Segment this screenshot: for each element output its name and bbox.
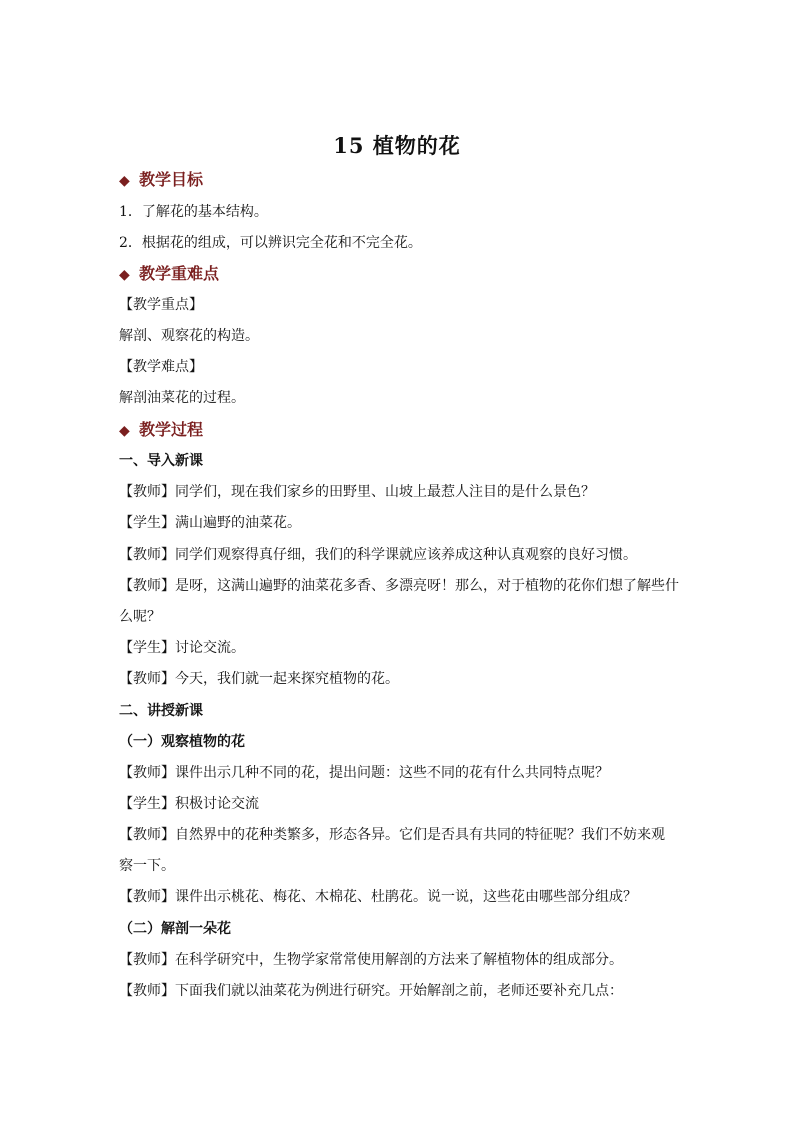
section-heading-key-points xyxy=(119,263,219,286)
heading-label: 教学过程 xyxy=(139,420,204,439)
dialog-line: 【学生】讨论交流。 xyxy=(119,640,245,656)
dialog-line: 察一下。 xyxy=(119,858,175,874)
dialog-line: 么呢？ xyxy=(119,609,161,625)
dialog-line: 【教师】课件出示几种不同的花，提出问题：这些不同的花有什么共同特点呢？ xyxy=(119,765,609,781)
focus-label: 【教学重点】 xyxy=(119,297,203,313)
heading-label: 教学目标 xyxy=(139,170,204,189)
sub2-title: （二）解剖一朵花 xyxy=(119,921,231,937)
difficulty-label: 【教学难点】 xyxy=(119,359,203,375)
dialog-line: 【学生】积极讨论交流 xyxy=(119,796,259,812)
sub1-title: （一）观察植物的花 xyxy=(119,734,245,750)
dialog-line: 【教师】同学们，现在我们家乡的田野里、山坡上最惹人注目的是什么景色？ xyxy=(119,484,595,500)
section-heading-process xyxy=(119,419,203,442)
dialog-line: 【教师】在科学研究中，生物学家常常使用解剖的方法来了解植物体的组成部分。 xyxy=(119,952,623,968)
diamond-bullet-icon: ◆ xyxy=(119,267,130,283)
dialog-line: 【教师】课件出示桃花、梅花、木棉花、杜鹃花。说一说，这些花由哪些部分组成？ xyxy=(119,889,637,905)
diamond-bullet-icon: ◆ xyxy=(119,423,130,439)
focus-text: 解剖、观察花的构造。 xyxy=(119,328,259,344)
goal-item: 1．了解花的基本结构。 xyxy=(119,204,268,220)
part2-title: 二、讲授新课 xyxy=(119,703,203,719)
dialog-line: 【学生】满山遍野的油菜花。 xyxy=(119,515,301,531)
dialog-line: 【教师】下面我们就以油菜花为例进行研究。开始解剖之前，老师还要补充几点： xyxy=(119,983,623,999)
dialog-line: 【教师】自然界中的花种类繁多，形态各异。它们是否具有共同的特征呢？我们不妨来观 xyxy=(119,827,665,843)
goal-item: 2．根据花的组成，可以辨识完全花和不完全花。 xyxy=(119,235,422,251)
dialog-line: 【教师】今天，我们就一起来探究植物的花。 xyxy=(119,671,399,687)
page-title: 15 植物的花 xyxy=(333,133,461,158)
diamond-bullet-icon: ◆ xyxy=(119,173,130,189)
dialog-line: 【教师】同学们观察得真仔细，我们的科学课就应该养成这种认真观察的良好习惯。 xyxy=(119,547,637,563)
heading-label: 教学重难点 xyxy=(139,264,220,283)
difficulty-text: 解剖油菜花的过程。 xyxy=(119,390,245,406)
dialog-line: 【教师】是呀，这满山遍野的油菜花多香、多漂亮呀！那么，对于植物的花你们想了解些什 xyxy=(119,578,679,594)
section-heading-goals xyxy=(119,169,203,192)
part1-title: 一、导入新课 xyxy=(119,453,203,469)
